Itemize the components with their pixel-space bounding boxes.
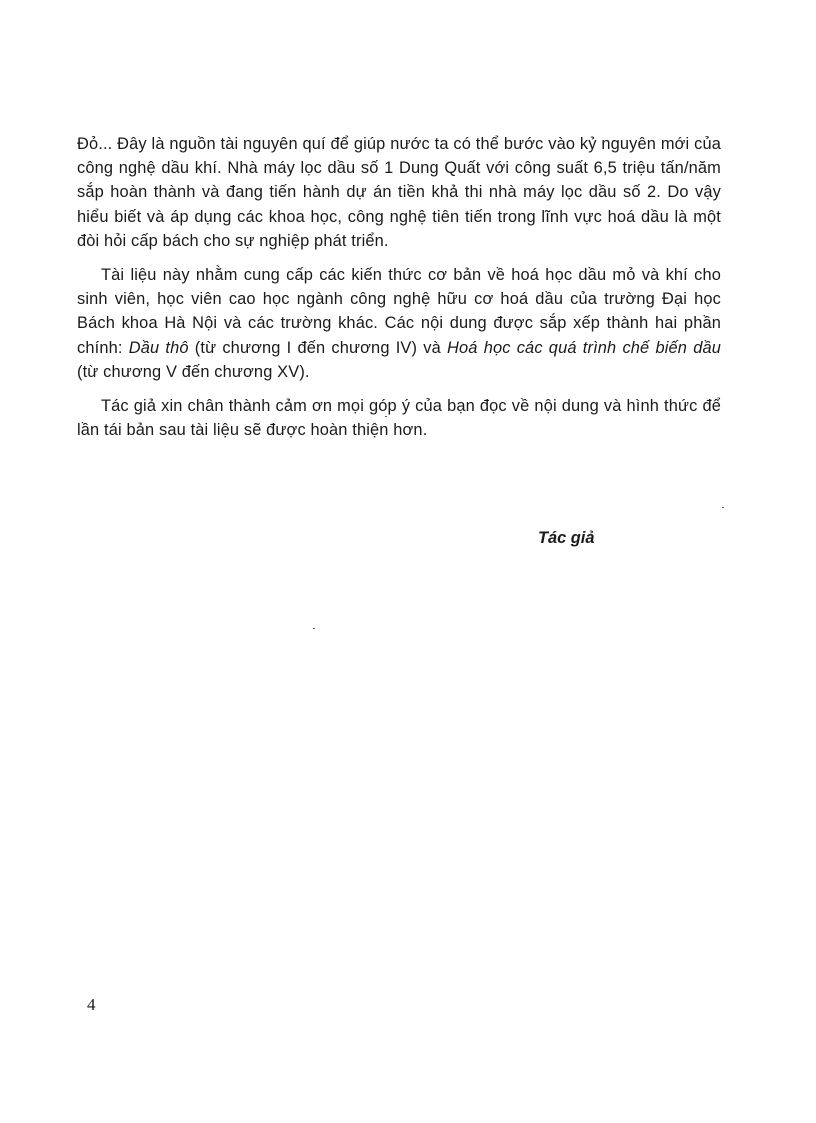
paragraph-1-text: Đỏ... Đây là nguồn tài nguyên quí để giúp nước ta có thể bước vào kỷ nguyên mới của công nghệ dầu khí. Nhà máy lọc dầu số 1 Dung Quất với công suất 6,5 triệu tấn/năm sắp hoàn thành và đang tiến hành dự án tiền khả thi nhà máy lọc dầu số 2. Do vậy hiểu biết và áp dụng các khoa học, công nghệ tiên tiến trong lĩnh vực hoá dầu là một đòi hỏi cấp bách cho sự nghiệp phát triển. [77,135,721,250]
scan-speck [385,416,387,417]
paragraph-2 [77,263,721,384]
author-signature: Tác giả [538,529,595,547]
page-number: 4 [87,995,96,1014]
paragraph-2-text-b: (từ chương I đến chương IV) và [188,338,448,357]
scan-speck [722,507,724,508]
paragraph-3-text: Tác giả xin chân thành cảm ơn mọi góp ý của bạn đọc về nội dung và hình thức để lần tái bản sau tài liệu sẽ được hoàn thiện hơn. [77,397,721,440]
paragraph-1 [77,132,721,253]
paragraph-2-italic-crude-oil: Dầu thô [128,338,189,357]
scan-speck [313,628,315,629]
paragraph-2-italic-processing: Hoá học các quá trình chế biến dầu [447,338,721,357]
paragraph-2-text-a: Tài liệu này nhằm cung cấp các kiến thức cơ bản về hoá học dầu mỏ và khí cho sinh viên, học viên cao học ngành công nghệ hữu cơ hoá dầu của trường Đại học Bách khoa Hà Nội và các trường khác. Các nội dung được sắp xếp thành hai phần chính: [77,266,721,357]
paragraph-2-text-c: (từ chương V đến chương XV). [77,362,310,381]
body-text [77,132,721,452]
paragraph-3 [77,394,721,442]
